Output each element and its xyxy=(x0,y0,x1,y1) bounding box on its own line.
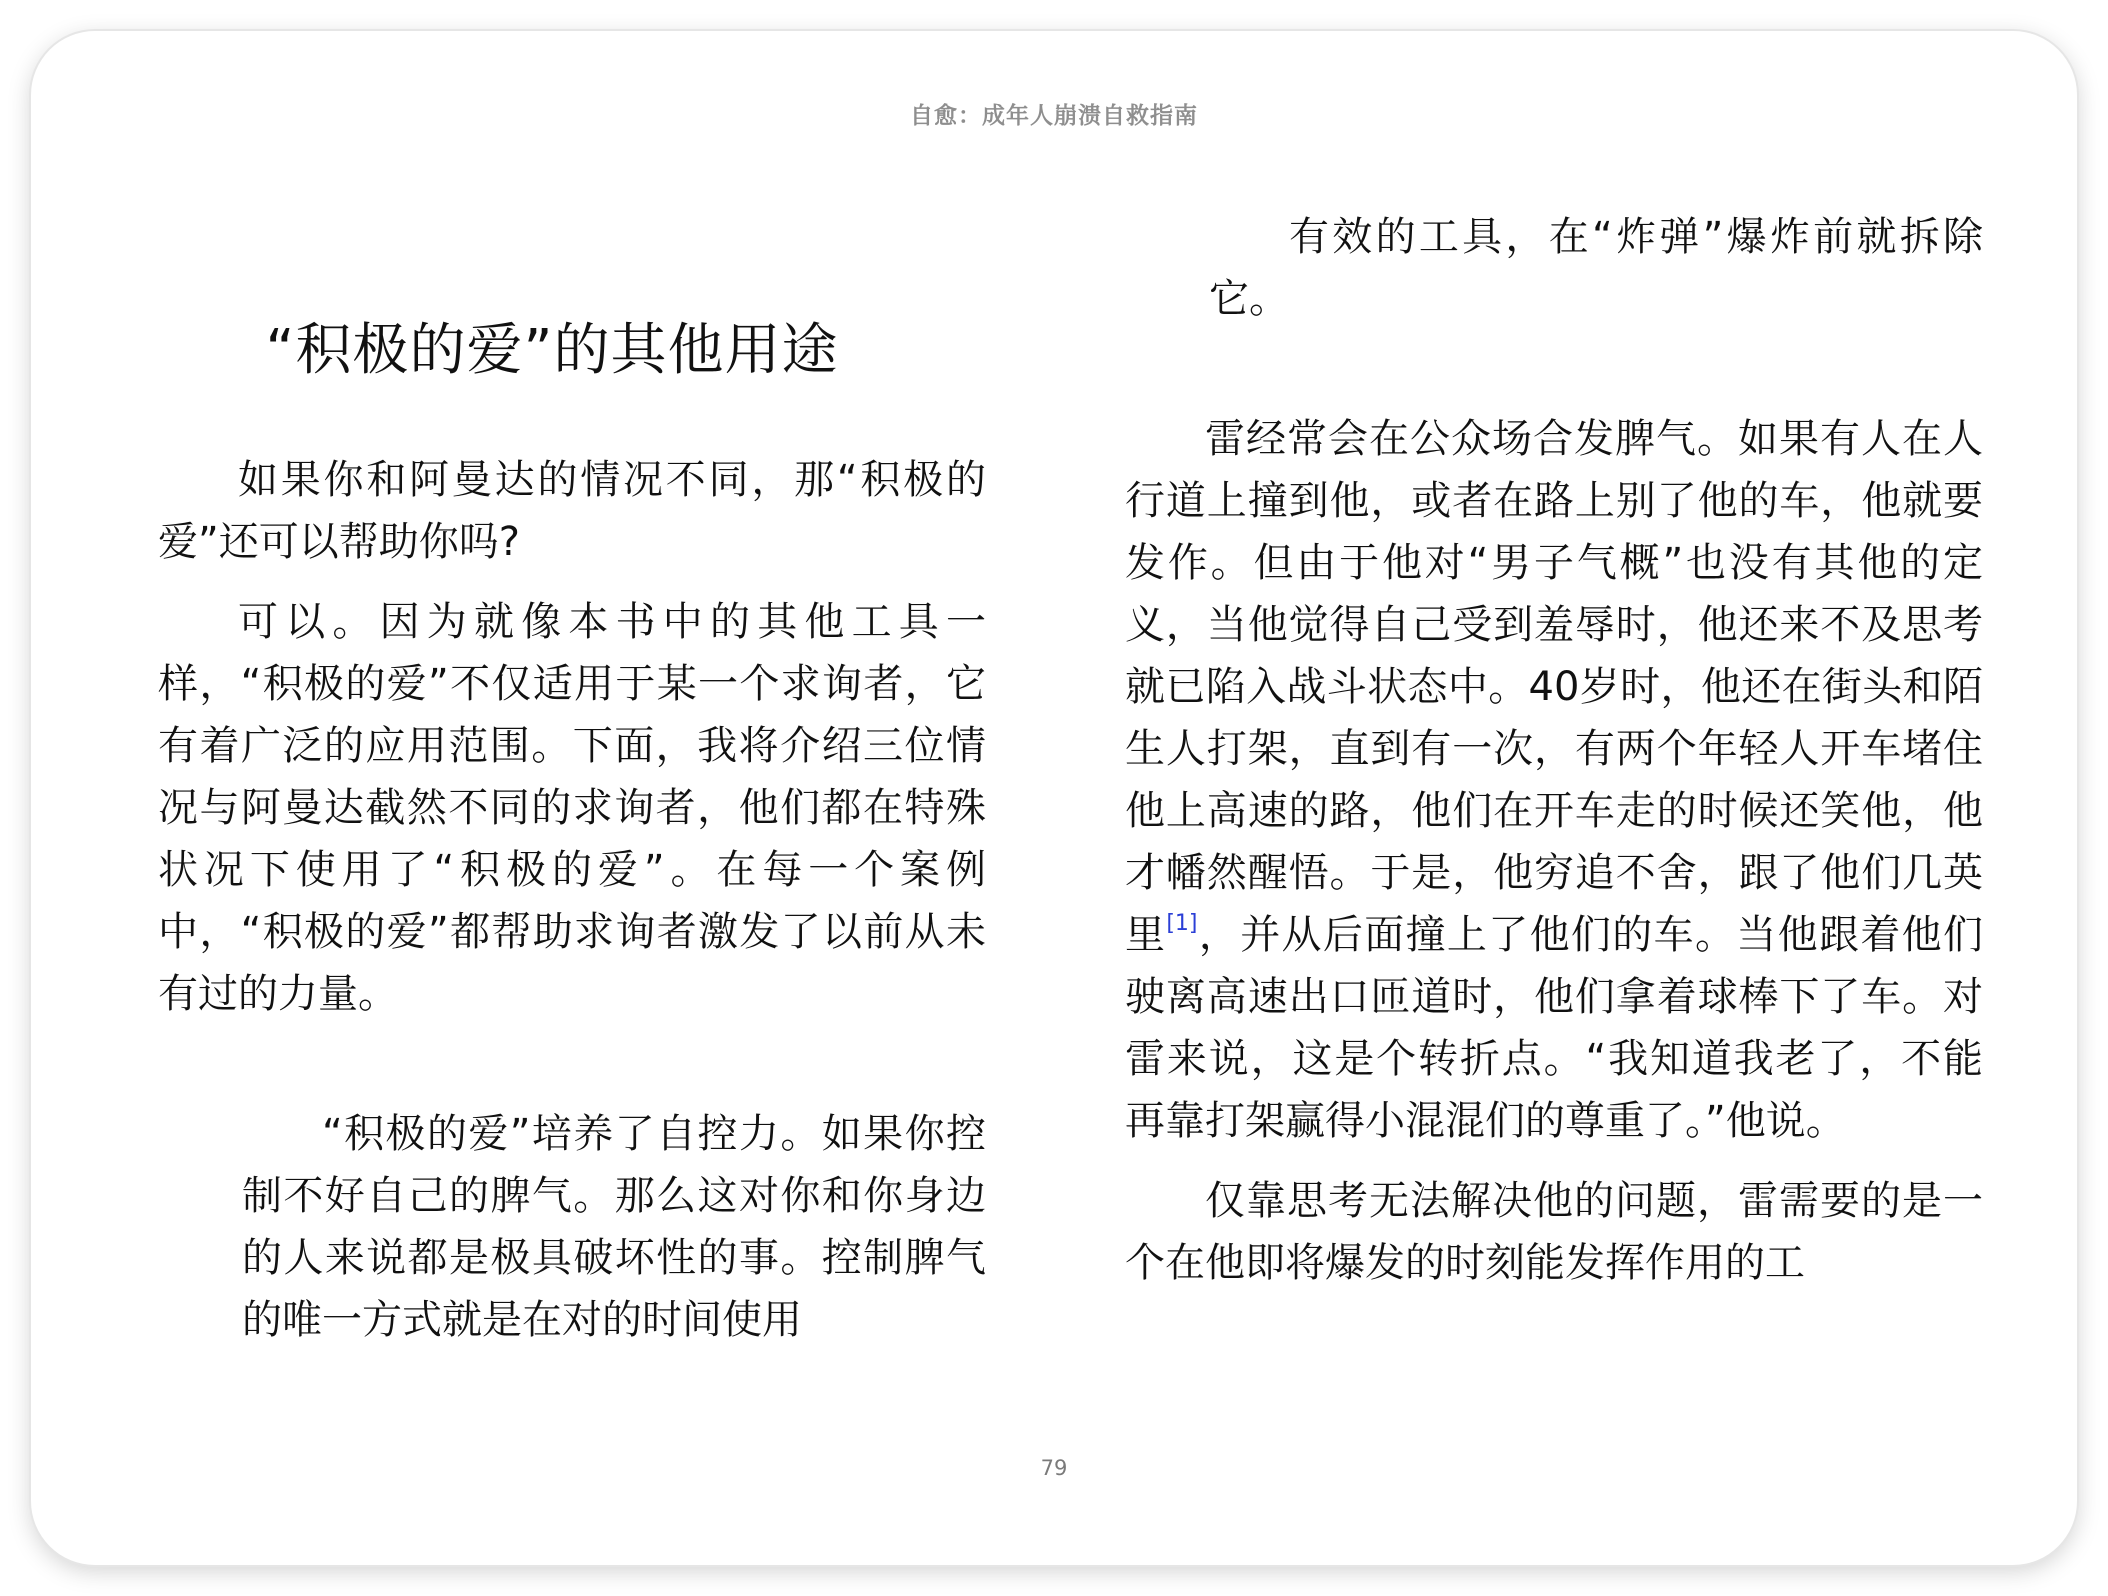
paragraph: 如果你和阿曼达的情况不同，那“积极的爱”还可以帮助你吗? xyxy=(158,457,986,565)
book-title-header: 自愈：成年人崩溃自救指南 xyxy=(910,103,1198,129)
paragraph: “积极的爱”培养了自控力。如果你控制不好自己的脾气。那么这对你和你身边的人来说都是极具破坏性的事。控制脾气的唯一方式就是在对的时间使用 xyxy=(242,1111,986,1343)
section-gap xyxy=(158,1043,986,1103)
section-gap xyxy=(1125,348,1983,408)
left-column xyxy=(158,181,986,1369)
paragraph xyxy=(1125,408,1983,1152)
reader-page xyxy=(31,31,2077,1565)
paragraph-text: 雷经常会在公众场合发脾气。如果有人在人行道上撞到他，或者在路上别了他的车，他就要发作。但由于他对“男子气概”也没有其他的定义，当他觉得自己受到羞辱时，他还来不及思考就已陷入战斗状态中。40岁时，他还在街头和陌生人打架，直到有一次，有两个年轻人开车堵住他上高速的路，他们在开车走的时候还笑他，他才幡然醒悟。于是，他穷追不舍，跟了他们几英里 xyxy=(1125,416,1983,958)
indented-block xyxy=(1125,206,1983,330)
indented-block xyxy=(158,1103,986,1351)
paragraph-text: ，并从后面撞上了他们的车。当他跟着他们驶离高速出口匝道时，他们拿着球棒下了车。对雷来说，这是个转折点。“我知道我老了，不能再靠打架赢得小混混们的尊重了。”他说。 xyxy=(1125,912,1984,1144)
paragraph: 仅靠思考无法解决他的问题，雷需要的是一个在他即将爆发的时刻能发挥作用的工 xyxy=(1125,1178,1983,1286)
page-number: 79 xyxy=(1040,1456,1068,1480)
paragraph: 可以。因为就像本书中的其他工具一样，“积极的爱”不仅适用于某一个求询者，它有着广泛的应用范围。下面，我将介绍三位情况与阿曼达截然不同的求询者，他们都在特殊状况下使用了“积极的爱”。在每一个案例中，“积极的爱”都帮助求询者激发了以前从未有过的力量。 xyxy=(158,599,986,1017)
right-column xyxy=(1125,206,1983,1312)
chapter-title: “积极的爱”的其他用途 xyxy=(265,318,839,383)
paragraph-continued: 有效的工具，在“炸弹”爆炸前就拆除它。 xyxy=(1209,214,1983,322)
footnote-link[interactable]: [1] xyxy=(1166,911,1198,936)
